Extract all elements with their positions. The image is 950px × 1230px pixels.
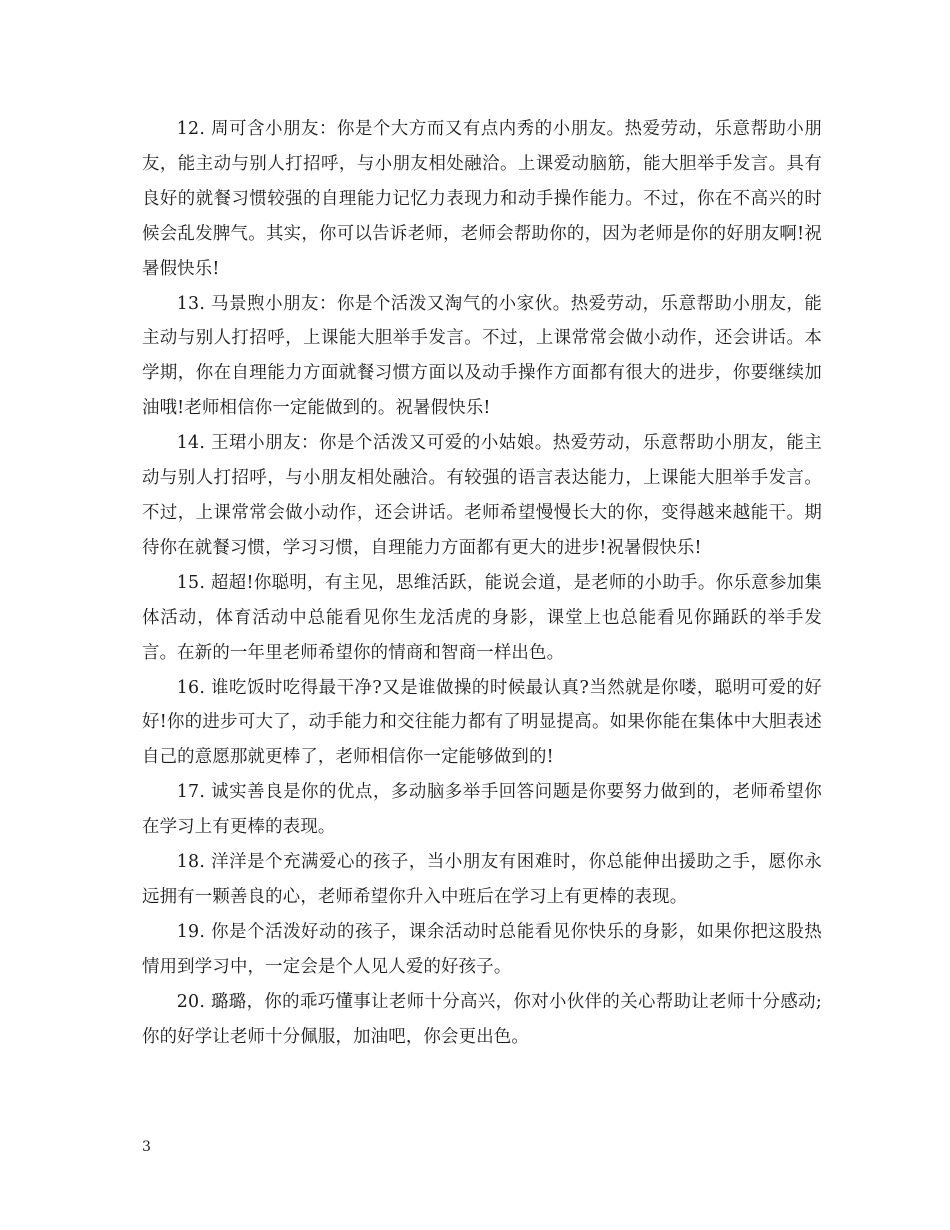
paragraph-13: 13. 马景煦小朋友：你是个活泼又淘气的小家伙。热爱劳动，乐意帮助小朋友，能主动与别人打招呼，上课能大胆举手发言。不过，上课常常会做小动作，还会讲话。本学期，你在自理能力方面就餐习惯方面以及动手操作方面都有很大的进步，你要继续加油哦!老师相信你一定能做到的。祝暑假快乐! (142, 293, 822, 419)
paragraph-14: 14. 王珺小朋友：你是个活泼又可爱的小姑娘。热爱劳动，乐意帮助小朋友，能主动与别人打招呼，与小朋友相处融洽。有较强的语言表达能力，上课能大胆举手发言。不过，上课常常会做小动作，还会讲话。老师希望慢慢长大的你，变得越来越能干。期待你在就餐习惯，学习习惯，自理能力方面都有更大的进步!祝暑假快乐! (142, 433, 822, 558)
paragraph-15: 15. 超超!你聪明，有主见，思维活跃，能说会道，是老师的小助手。你乐意参加集体活动，体育活动中总能看见你生龙活虎的身影，课堂上也总能看见你踊跃的举手发言。在新的一年里老师希望你的情商和智商一样出色。 (142, 572, 822, 663)
paragraph-20: 20. 璐璐，你的乖巧懂事让老师十分高兴，你对小伙伴的关心帮助让老师十分感动;你的好学让老师十分佩服，加油吧，你会更出色。 (142, 991, 822, 1047)
paragraph-18: 18. 洋洋是个充满爱心的孩子，当小朋友有困难时，你总能伸出援助之手，愿你永远拥有一颗善良的心，老师希望你升入中班后在学习上有更棒的表现。 (142, 852, 822, 907)
paragraph-12: 12. 周可含小朋友：你是个大方而又有点内秀的小朋友。热爱劳动，乐意帮助小朋友，能主动与别人打招呼，与小朋友相处融洽。上课爱动脑筋，能大胆举手发言。具有良好的就餐习惯较强的自理能力记忆力表现力和动手操作能力。不过，你在不高兴的时候会乱发脾气。其实，你可以告诉老师，老师会帮助你的，因为老师是你的好朋友啊!祝暑假快乐! (142, 119, 822, 279)
paragraph-17: 17. 诚实善良是你的优点，多动脑多举手回答问题是你要努力做到的，老师希望你在学习上有更棒的表现。 (142, 782, 822, 838)
page-number: 3 (142, 1139, 151, 1155)
paragraph-16: 16. 谁吃饭时吃得最干净?又是谁做操的时候最认真?当然就是你喽，聪明可爱的好好!你的进步可大了，动手能力和交往能力都有了明显提高。如果你能在集体中大胆表述自己的意愿那就更棒了，老师相信你一定能够做到的! (142, 677, 822, 768)
paragraph-19: 19. 你是个活泼好动的孩子，课余活动时总能看见你快乐的身影，如果你把这股热情用到学习中，一定会是个人见人爱的好孩子。 (142, 921, 822, 977)
document-body (142, 112, 822, 1054)
